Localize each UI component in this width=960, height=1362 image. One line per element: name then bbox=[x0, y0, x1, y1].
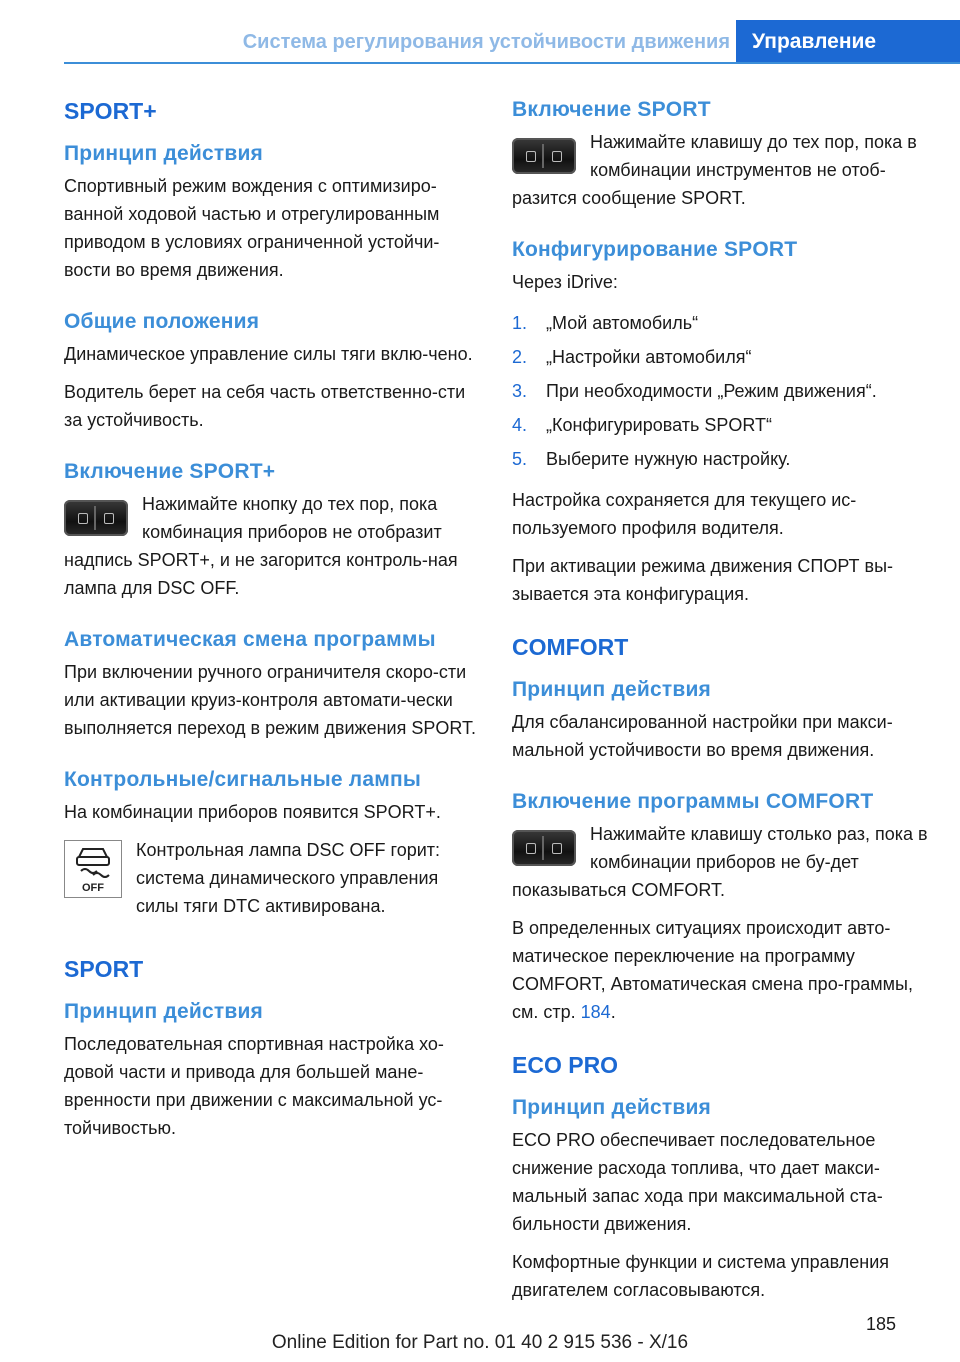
sport-principle-text: Последовательная спортивная настройка хо-довой части и привода для большей мане-вренности при движении с максимальной ус-тойчивостью. bbox=[64, 1034, 444, 1138]
page-number: 185 bbox=[865, 1314, 896, 1334]
list-item: 3. При необходимости „Режим движения“. bbox=[512, 381, 877, 401]
heading-general: Общие положения bbox=[64, 310, 260, 333]
driving-mode-button-icon bbox=[64, 500, 128, 536]
page-link[interactable]: 184 bbox=[580, 1002, 611, 1022]
general-text-1: Динамическое управление силы тяги вклю-чено. bbox=[64, 344, 473, 364]
lamps-text: На комбинации приборов появится SPORT+. bbox=[64, 802, 441, 822]
enable-sport-plus-block bbox=[64, 490, 484, 612]
heading-config-sport: Конфигурирование SPORT bbox=[512, 238, 798, 261]
list-item: 2. „Настройки автомобиля“ bbox=[512, 347, 752, 367]
heading-enable-sport-plus: Включение SPORT+ bbox=[64, 460, 276, 483]
config-text-1: Настройка сохраняется для текущего ис-пользуемого профиля водителя. bbox=[512, 490, 857, 538]
auto-change-text: При включении ручного ограничителя скоро-сти или активации круиз-контроля автомати-чески выполняется переход в режим движения SPORT. bbox=[64, 662, 477, 738]
heading-eco-principle: Принцип действия bbox=[512, 1096, 712, 1119]
edition-footer: Online Edition for Part no. 01 40 2 915 536 - X/16 bbox=[271, 1332, 689, 1353]
comfort-enable-text: Нажимайте клавишу столько раз, пока в комбинации приборов не бу-дет показываться COMFORT. bbox=[512, 824, 928, 900]
heading-comfort-enable: Включение программы COMFORT bbox=[512, 790, 874, 813]
right-column bbox=[512, 96, 928, 1314]
enable-sport-block bbox=[512, 128, 928, 222]
heading-comfort-principle: Принцип действия bbox=[512, 678, 712, 701]
dsc-off-lamp-text: Контрольная лампа DSC OFF горит: система динамического управления силы тяги DTC активирована. bbox=[136, 840, 441, 916]
heading-principle: Принцип действия bbox=[64, 142, 264, 165]
heading-auto-change: Автоматическая смена программы bbox=[64, 628, 436, 651]
comfort-auto-text: В определенных ситуациях происходит авто-матическое переключение на программу COMFORT, Автоматическая смена про-граммы, см. стр. 184. bbox=[512, 918, 913, 1022]
heading-comfort: COMFORT bbox=[512, 634, 629, 660]
left-column bbox=[64, 96, 484, 1152]
heading-sport-principle: Принцип действия bbox=[64, 1000, 264, 1023]
section-tab[interactable]: Управление bbox=[736, 20, 960, 62]
enable-comfort-block bbox=[512, 820, 928, 914]
dsc-off-lamp-icon bbox=[64, 840, 122, 898]
driving-mode-button-icon bbox=[512, 138, 576, 174]
config-steps bbox=[512, 306, 928, 476]
heading-sport: SPORT bbox=[64, 956, 144, 982]
list-item: 4. „Конфигурировать SPORT“ bbox=[512, 415, 773, 435]
dsc-off-lamp-block bbox=[64, 836, 484, 930]
eco-text-2: Комфортные функции и система управления двигателем согласовываются. bbox=[512, 1252, 890, 1300]
list-item: 5. Выберите нужную настройку. bbox=[512, 449, 791, 469]
heading-enable-sport: Включение SPORT bbox=[512, 98, 711, 121]
lamp-off-label: OFF bbox=[82, 882, 104, 894]
comfort-principle-text: Для сбалансированной настройки при макси-мальной устойчивости во время движения. bbox=[512, 712, 893, 760]
eco-text-1: ECO PRO обеспечивает последовательное снижение расхода топлива, что дает макси-мальный запас хода при максимальной ста-бильности движения. bbox=[512, 1130, 883, 1234]
driving-mode-button-icon bbox=[512, 830, 576, 866]
principle-text: Спортивный режим вождения с оптимизиро-ванной ходовой частью и отрегулированным приводом в условиях ограниченной устойчи-вости во время движения. bbox=[64, 176, 440, 280]
config-text-2: При активации режима движения СПОРТ вы-зывается эта конфигурация. bbox=[512, 556, 894, 604]
enable-sport-plus-text: Нажимайте кнопку до тех пор, пока комбинация приборов не отобразит надпись SPORT+, и не загорится контроль-ная лампа для DSC OFF. bbox=[64, 494, 458, 598]
header-rule bbox=[64, 62, 960, 64]
heading-sport-plus: SPORT+ bbox=[64, 98, 157, 124]
heading-eco-pro: ECO PRO bbox=[512, 1052, 619, 1078]
general-text-2: Водитель берет на себя часть ответственно-сти за устойчивость. bbox=[64, 382, 466, 430]
chapter-title: Система регулирования устойчивости движения bbox=[242, 31, 730, 53]
enable-sport-text: Нажимайте клавишу до тех пор, пока в комбинации инструментов не отоб-разится сообщение SPORT. bbox=[512, 132, 917, 208]
heading-lamps: Контрольные/сигнальные лампы bbox=[64, 768, 421, 791]
config-intro: Через iDrive: bbox=[512, 272, 618, 292]
list-item: 1. „Мой автомобиль“ bbox=[512, 313, 699, 333]
